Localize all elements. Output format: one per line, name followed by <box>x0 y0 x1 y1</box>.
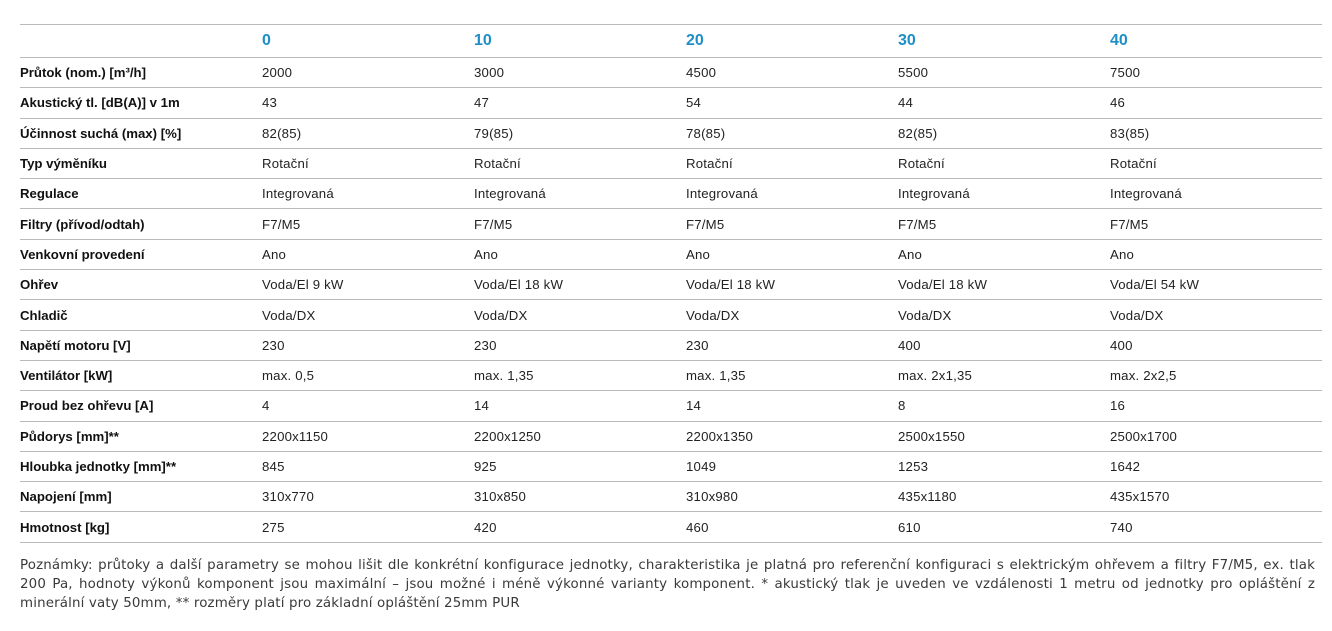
table-cell: Voda/El 18 kW <box>898 270 1110 300</box>
table-cell: Voda/DX <box>686 300 898 330</box>
table-cell: 82(85) <box>898 118 1110 148</box>
table-cell: 610 <box>898 512 1110 542</box>
header-cell-model: 40 <box>1110 25 1322 58</box>
table-cell: 14 <box>474 391 686 421</box>
header-cell-blank <box>20 25 262 58</box>
table-row <box>20 512 1322 542</box>
table-cell: 2200x1350 <box>686 421 898 451</box>
row-label: Průtok (nom.) [m³/h] <box>20 58 262 88</box>
table-cell: 4500 <box>686 58 898 88</box>
table-row <box>20 118 1322 148</box>
table-cell: Ano <box>474 239 686 269</box>
table-cell: 400 <box>898 330 1110 360</box>
table-cell: 54 <box>686 88 898 118</box>
row-label: Chladič <box>20 300 262 330</box>
table-cell: 230 <box>474 330 686 360</box>
table-cell: max. 0,5 <box>262 360 474 390</box>
table-row <box>20 482 1322 512</box>
table-cell: 79(85) <box>474 118 686 148</box>
table-cell: 845 <box>262 451 474 481</box>
table-cell: 310x770 <box>262 482 474 512</box>
table-cell: 7500 <box>1110 58 1322 88</box>
table-cell: Voda/DX <box>262 300 474 330</box>
table-cell: 310x850 <box>474 482 686 512</box>
table-row <box>20 391 1322 421</box>
row-label: Regulace <box>20 179 262 209</box>
table-row <box>20 300 1322 330</box>
row-label: Typ výměníku <box>20 148 262 178</box>
table-cell: 47 <box>474 88 686 118</box>
spec-table-container <box>20 24 1311 543</box>
table-cell: 78(85) <box>686 118 898 148</box>
table-cell: Rotační <box>898 148 1110 178</box>
table-cell: 275 <box>262 512 474 542</box>
table-cell: Ano <box>262 239 474 269</box>
table-row <box>20 209 1322 239</box>
table-cell: Voda/El 9 kW <box>262 270 474 300</box>
footnotes: Poznámky: průtoky a další parametry se mohou lišit dle konkrétní konfigurace jednotky, charakteristika je platná pro referenční konfiguraci s elektrickým ohřevem a filtry F7/M5, ex. tlak 200 Pa, hodnoty výkonů komponent jsou maximální – jsou možné i méně výkonné varianty komponent. * akustický tlak je uveden ve vzdálenosti 1 metru od jednotky pro opláštění z minerální vaty 50mm, ** rozměry platí pro základní opláštění 25mm PUR <box>20 558 1315 611</box>
row-label: Filtry (přívod/odtah) <box>20 209 262 239</box>
table-cell: max. 1,35 <box>686 360 898 390</box>
header-cell-model: 20 <box>686 25 898 58</box>
table-cell: F7/M5 <box>1110 209 1322 239</box>
table-cell: Voda/El 54 kW <box>1110 270 1322 300</box>
table-cell: 3000 <box>474 58 686 88</box>
table-cell: Rotační <box>474 148 686 178</box>
table-cell: Rotační <box>686 148 898 178</box>
spec-table-header <box>20 25 1322 58</box>
table-row <box>20 330 1322 360</box>
row-label: Napojení [mm] <box>20 482 262 512</box>
table-cell: Ano <box>1110 239 1322 269</box>
table-cell: 8 <box>898 391 1110 421</box>
table-row <box>20 58 1322 88</box>
table-cell: 420 <box>474 512 686 542</box>
table-cell: F7/M5 <box>474 209 686 239</box>
table-cell: 1642 <box>1110 451 1322 481</box>
table-cell: Rotační <box>1110 148 1322 178</box>
table-cell: Integrovaná <box>474 179 686 209</box>
row-label: Ventilátor [kW] <box>20 360 262 390</box>
table-cell: F7/M5 <box>898 209 1110 239</box>
table-cell: 2200x1150 <box>262 421 474 451</box>
table-cell: 14 <box>686 391 898 421</box>
table-cell: Voda/El 18 kW <box>474 270 686 300</box>
table-cell: Integrovaná <box>686 179 898 209</box>
row-label: Proud bez ohřevu [A] <box>20 391 262 421</box>
table-cell: 2500x1550 <box>898 421 1110 451</box>
spec-table-body <box>20 58 1322 543</box>
header-row <box>20 25 1322 58</box>
table-cell: Integrovaná <box>262 179 474 209</box>
table-cell: Ano <box>686 239 898 269</box>
table-cell: 460 <box>686 512 898 542</box>
row-label: Hloubka jednotky [mm]** <box>20 451 262 481</box>
table-cell: 83(85) <box>1110 118 1322 148</box>
row-label: Napětí motoru [V] <box>20 330 262 360</box>
table-cell: 2000 <box>262 58 474 88</box>
table-cell: F7/M5 <box>262 209 474 239</box>
row-label: Venkovní provedení <box>20 239 262 269</box>
row-label: Půdorys [mm]** <box>20 421 262 451</box>
table-row <box>20 88 1322 118</box>
table-cell: 400 <box>1110 330 1322 360</box>
table-row <box>20 179 1322 209</box>
table-cell: 44 <box>898 88 1110 118</box>
table-cell: 2200x1250 <box>474 421 686 451</box>
table-cell: max. 1,35 <box>474 360 686 390</box>
table-cell: 4 <box>262 391 474 421</box>
table-cell: max. 2x1,35 <box>898 360 1110 390</box>
table-cell: Rotační <box>262 148 474 178</box>
table-cell: 310x980 <box>686 482 898 512</box>
header-cell-model: 0 <box>262 25 474 58</box>
table-cell: 1253 <box>898 451 1110 481</box>
table-cell: 230 <box>262 330 474 360</box>
table-cell: Voda/El 18 kW <box>686 270 898 300</box>
table-row <box>20 270 1322 300</box>
table-cell: Integrovaná <box>898 179 1110 209</box>
table-cell: 16 <box>1110 391 1322 421</box>
table-cell: Ano <box>898 239 1110 269</box>
table-row <box>20 148 1322 178</box>
table-cell: 5500 <box>898 58 1110 88</box>
table-cell: Voda/DX <box>1110 300 1322 330</box>
table-cell: 435x1180 <box>898 482 1110 512</box>
header-cell-model: 10 <box>474 25 686 58</box>
table-cell: 43 <box>262 88 474 118</box>
table-cell: Integrovaná <box>1110 179 1322 209</box>
table-cell: Voda/DX <box>898 300 1110 330</box>
row-label: Hmotnost [kg] <box>20 512 262 542</box>
table-cell: 230 <box>686 330 898 360</box>
table-row <box>20 451 1322 481</box>
row-label: Akustický tl. [dB(A)] v 1m <box>20 88 262 118</box>
spec-table <box>20 24 1322 543</box>
table-row <box>20 360 1322 390</box>
table-cell: 46 <box>1110 88 1322 118</box>
row-label: Ohřev <box>20 270 262 300</box>
table-cell: 1049 <box>686 451 898 481</box>
table-cell: Voda/DX <box>474 300 686 330</box>
table-cell: 925 <box>474 451 686 481</box>
table-row <box>20 421 1322 451</box>
table-cell: 2500x1700 <box>1110 421 1322 451</box>
table-cell: max. 2x2,5 <box>1110 360 1322 390</box>
header-cell-model: 30 <box>898 25 1110 58</box>
table-cell: F7/M5 <box>686 209 898 239</box>
row-label: Účinnost suchá (max) [%] <box>20 118 262 148</box>
table-cell: 435x1570 <box>1110 482 1322 512</box>
table-cell: 740 <box>1110 512 1322 542</box>
table-cell: 82(85) <box>262 118 474 148</box>
table-row <box>20 239 1322 269</box>
